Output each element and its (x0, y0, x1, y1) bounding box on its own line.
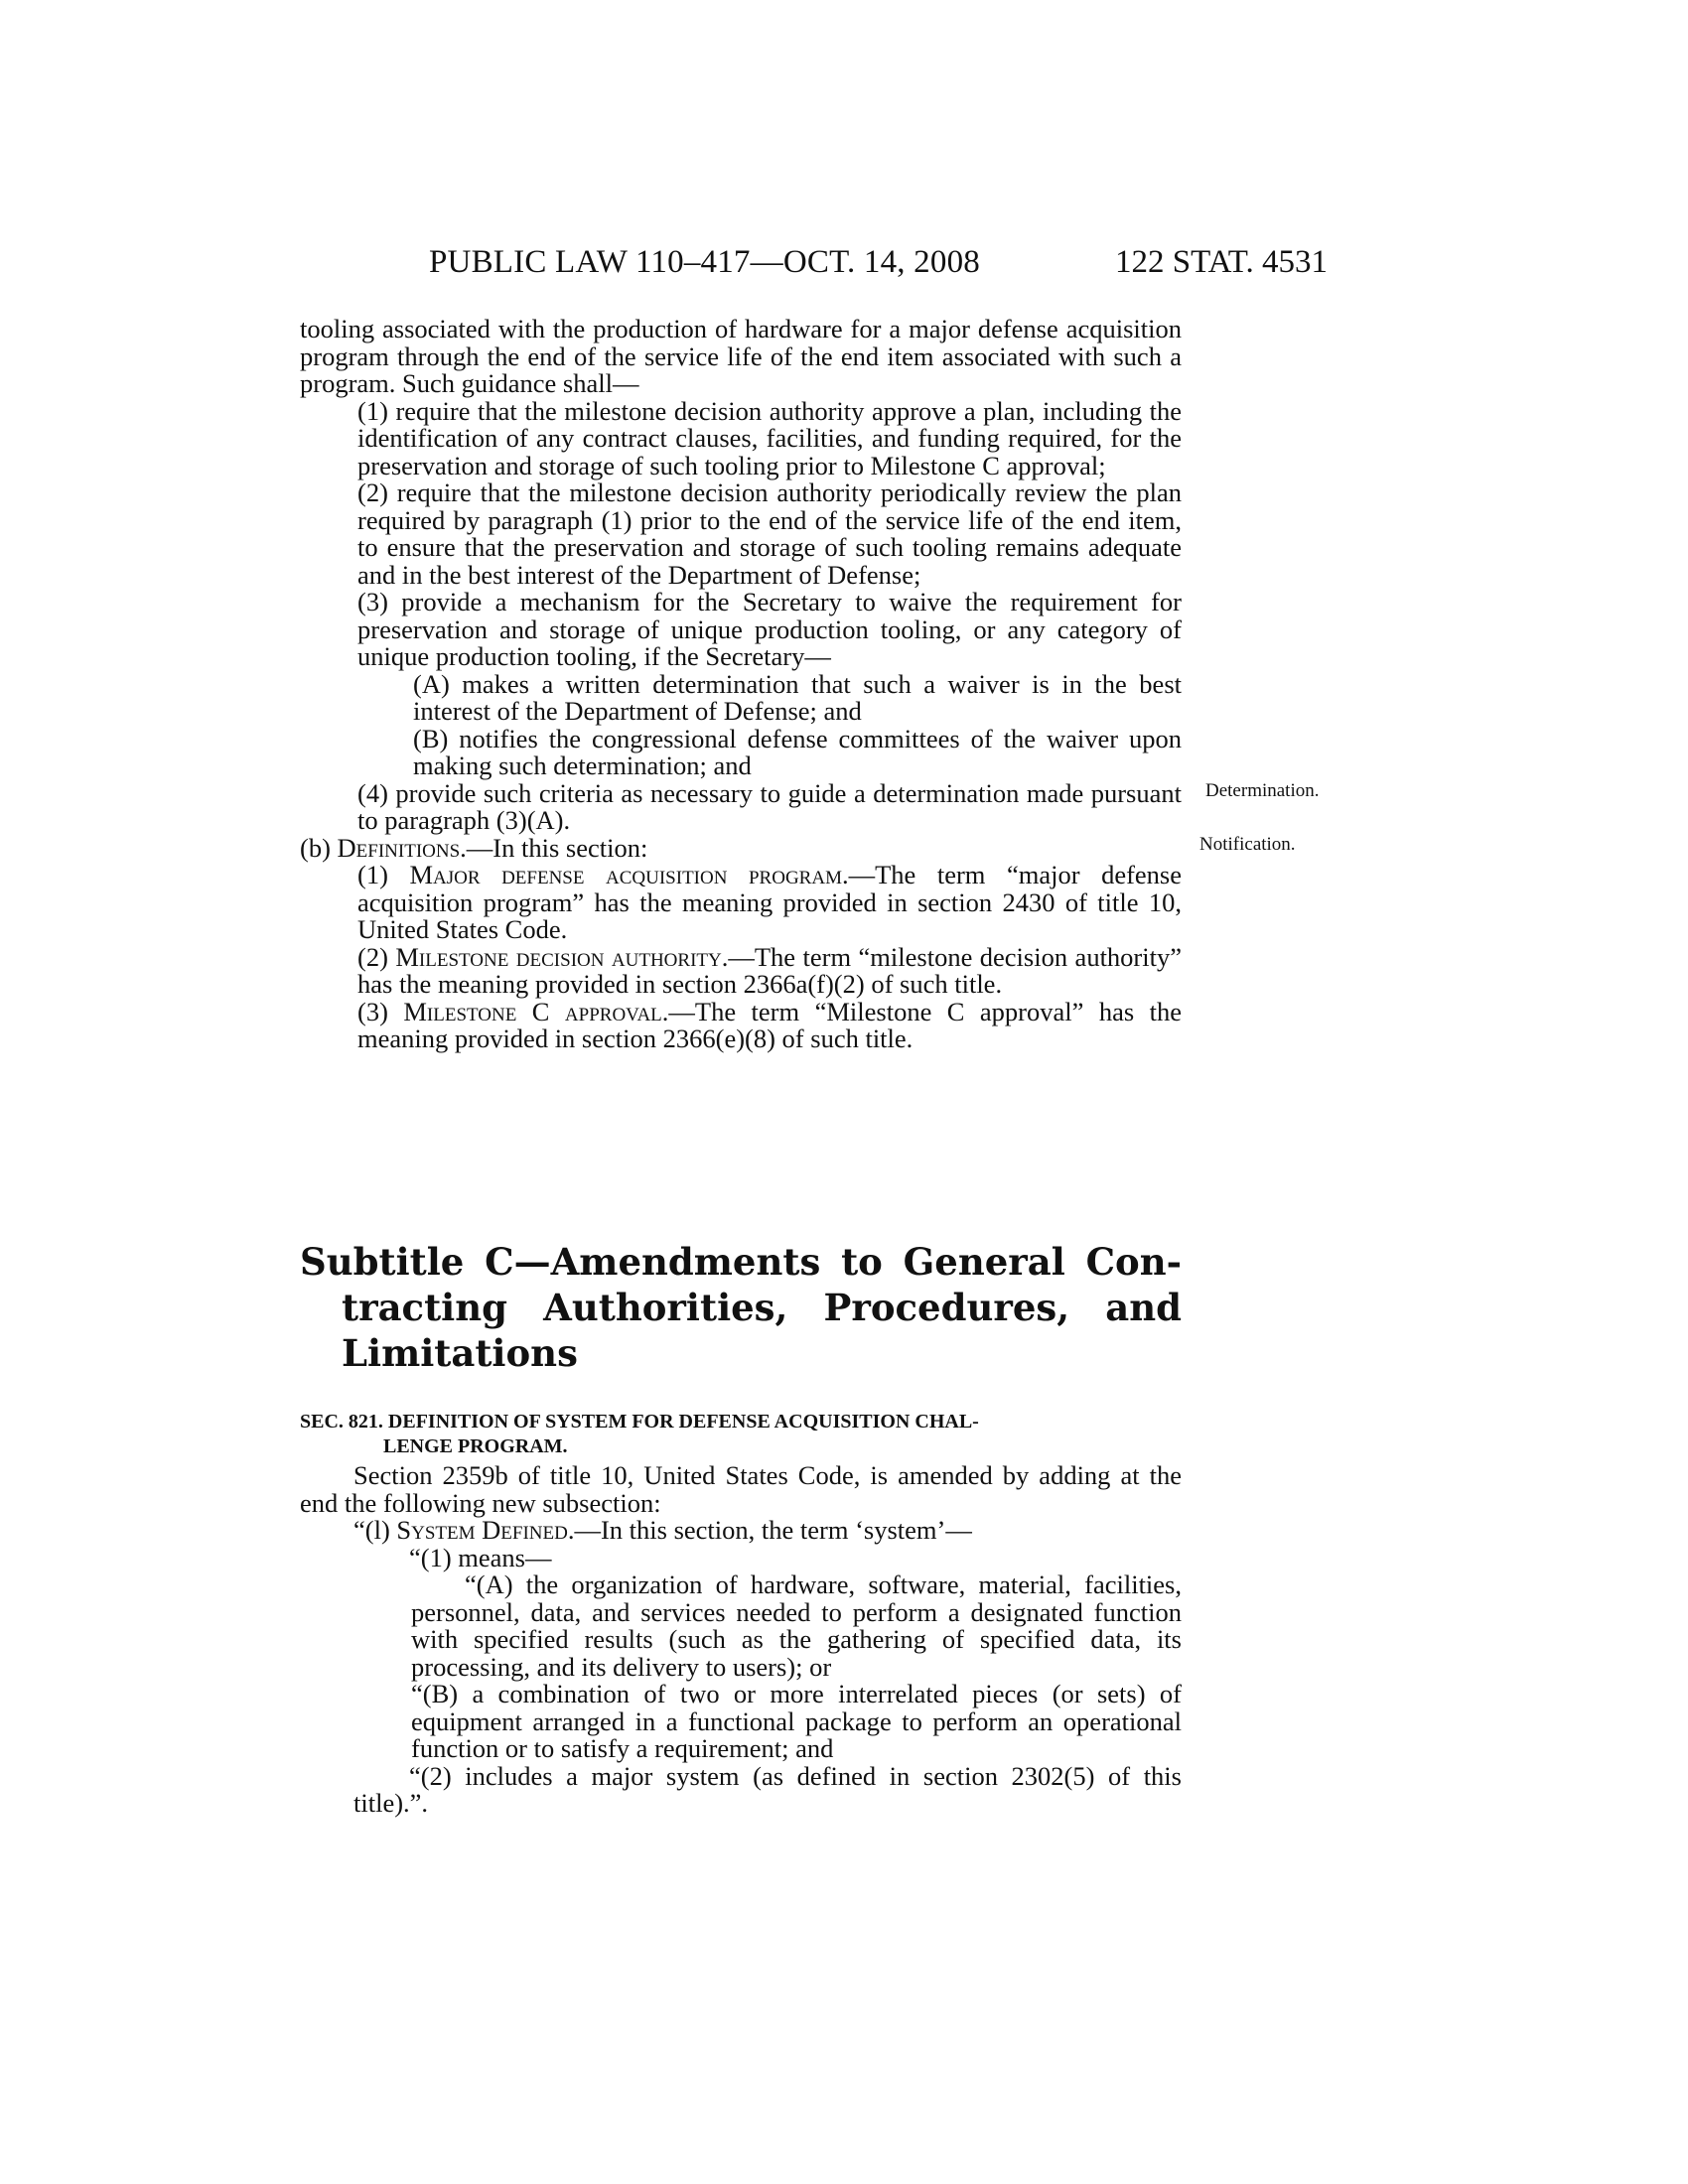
definition-2-heading: Milestone decision authority (395, 941, 722, 972)
definition-1-rest: .—The term “major defense acquisition program” has the meaning provided in section 2430 of title 10, United States Code. (357, 860, 1182, 944)
paragraph-2: (2) require that the milestone decision authority periodically review the plan required by paragraph (1) prior to the end of the service life of the end item, to ensure that the preservation and storage of such tooling remains adequate and in the best interest of the Department of Defense; (357, 478, 1182, 590)
paragraph-4: (4) provide such criteria as necessary to guide a determination made pursuant to paragraph (3)(A). (357, 777, 1182, 835)
subsection-l-number: “(l) (353, 1515, 397, 1545)
subsection-l (300, 1517, 1182, 1545)
paragraph-intro: tooling associated with the production of hardware for a major defense acquisition program through the end of the service life of the end item associated with such a program. Such guidance shall— (300, 314, 1182, 398)
subsection-l-rest: .—In this section, the term ‘system’— (567, 1515, 972, 1545)
subsection-l-2: “(2) includes a major system (as defined in section 2302(5) of this title).”. (353, 1760, 1182, 1818)
subsection-b-heading: Definitions (337, 832, 461, 863)
subsection-l-heading: System Defined (396, 1515, 568, 1545)
subtitle-line-2: tracting Authorities, Procedures, and (342, 1286, 1182, 1329)
subsection-l-1A: “(A) the organization of hardware, software, material, facilities, personnel, data, and services needed to perform a designated function with specified results (such as the gathering of specified data, its processing, and its delivery to users); or (411, 1570, 1182, 1682)
section-heading-line-1: SEC. 821. DEFINITION OF SYSTEM FOR DEFENSE ACQUISITION CHAL- (300, 1411, 979, 1433)
paragraph-3A: (A) makes a written determination that such a waiver is in the best interest of the Department of Defense; and (413, 668, 1182, 726)
section-intro: Section 2359b of title 10, United States Code, is amended by adding at the end the following new subsection: (300, 1460, 1182, 1518)
definition-3 (300, 996, 1182, 1053)
section-heading (300, 1410, 1182, 1459)
definition-3-number: (3) (357, 996, 404, 1026)
margin-note-notification: Notification. (1199, 834, 1296, 855)
subsection-b-number: (b) (300, 832, 338, 863)
subsection-l-1: “(1) means— (409, 1542, 552, 1572)
definition-3-heading: Milestone C approval (403, 996, 662, 1026)
stat-page-number: 122 STAT. 4531 (1115, 244, 1329, 280)
paragraph-3: (3) provide a mechanism for the Secretary to waive the requirement for preservation and storage of unique production tooling, or any category of unique production tooling, if the Secretary— (357, 587, 1182, 671)
subtitle-line-3: Limitations (342, 1331, 578, 1375)
subsection-b (300, 832, 1182, 863)
definition-2 (300, 941, 1182, 999)
definition-3-rest: .—The term “Milestone C approval” has the meaning provided in section 2366(e)(8) of such title. (357, 996, 1182, 1053)
margin-note-determination: Determination. (1205, 780, 1320, 801)
definition-1-heading: Major defense acquisition program (409, 860, 842, 889)
body-text (300, 316, 1182, 1053)
subsection-l-1B: “(B) a combination of two or more interrelated pieces (or sets) of equipment arranged in a functional package to perform an operational function or to satisfy a requirement; and (411, 1679, 1182, 1763)
subtitle-line-1: Subtitle C—Amendments to General Con- (300, 1240, 1182, 1284)
definition-2-number: (2) (357, 941, 396, 972)
running-header-title: PUBLIC LAW 110–417—OCT. 14, 2008 (429, 244, 980, 280)
definition-1 (300, 862, 1182, 944)
section-heading-line-2: LENGE PROGRAM. (383, 1435, 568, 1457)
definition-2-rest: .—The term “milestone decision authority” has the meaning provided in section 2366a(f)(2) of such title. (357, 941, 1182, 999)
paragraph-3B: (B) notifies the congressional defense committees of the waiver upon making such determination; and (413, 723, 1182, 780)
definition-1-number: (1) (357, 860, 410, 889)
paragraph-1: (1) require that the milestone decision authority approve a plan, including the identification of any contract clauses, facilities, and funding required, for the preservation and storage of such tooling prior to Milestone C approval; (357, 395, 1182, 480)
subtitle-heading (300, 1239, 1182, 1376)
subsection-b-rest: .—In this section: (460, 832, 648, 863)
section-body (300, 1462, 1182, 1818)
